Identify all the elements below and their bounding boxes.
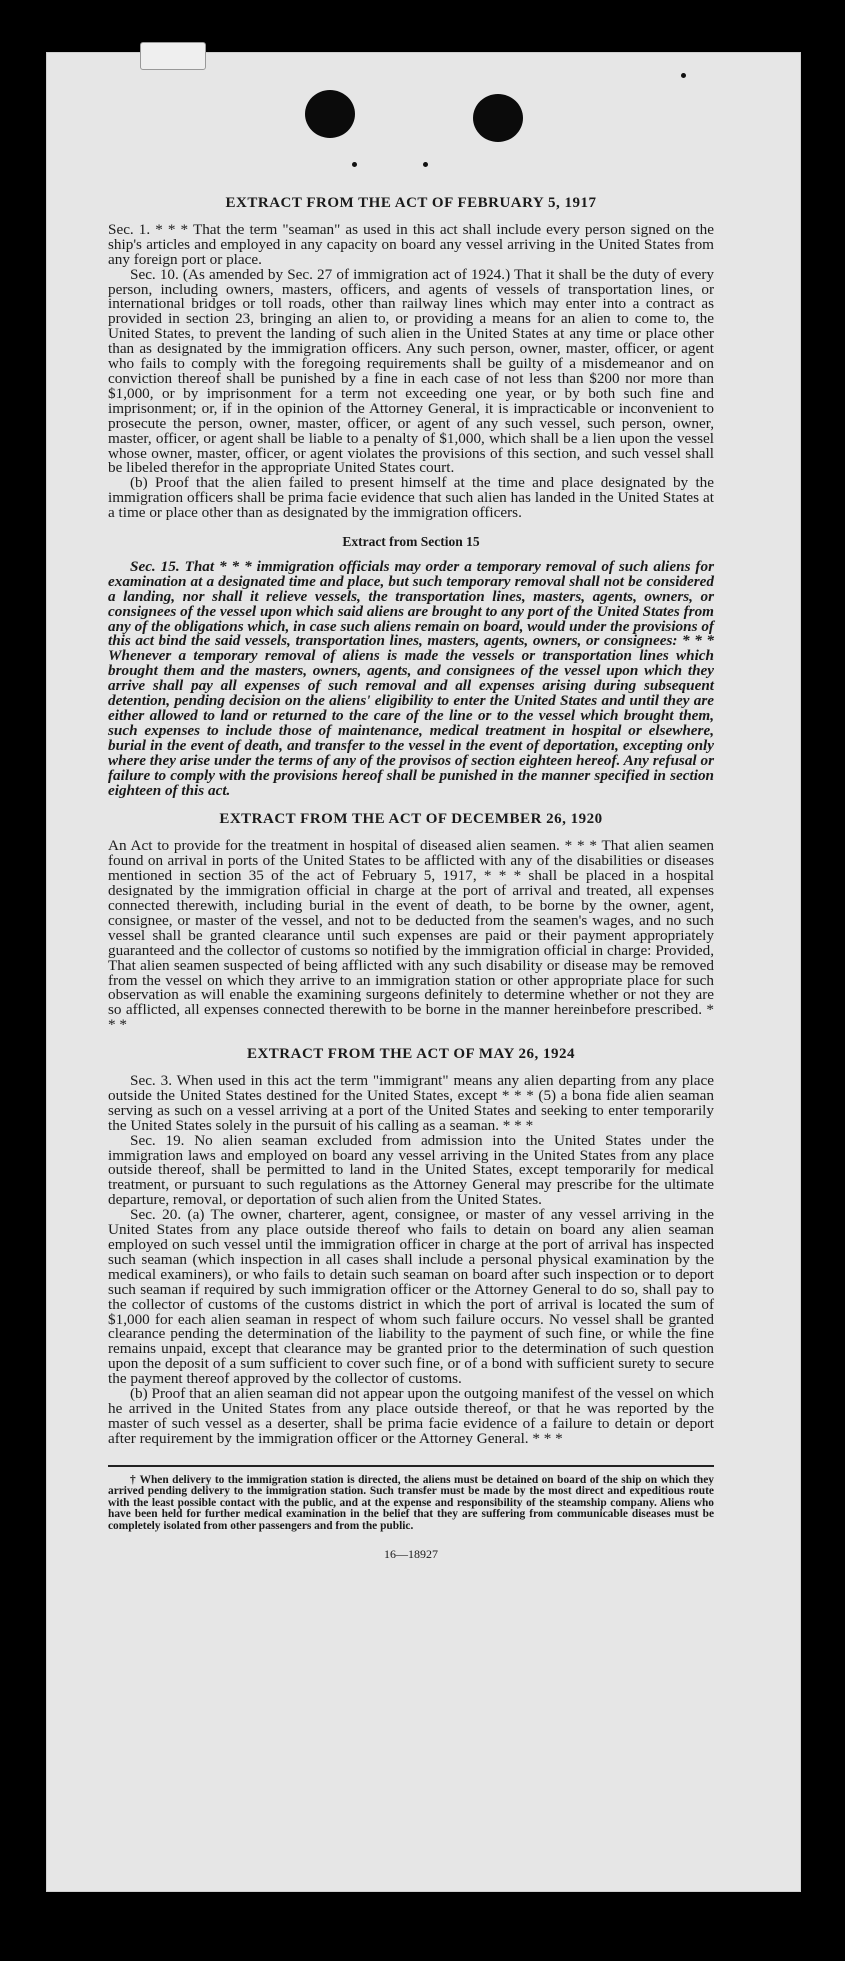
paragraph: Sec. 1. * * * That the term "seaman" as used in this act shall include every person signed on the ship's articles and employed in any capacity on board any vessel arriving in the United States from any foreign port or place. bbox=[108, 220, 714, 268]
section-heading: EXTRACT FROM THE ACT OF DECEMBER 26, 1920 bbox=[219, 811, 603, 828]
section-subheading: Extract from Section 15 bbox=[342, 534, 480, 550]
extract-1924 bbox=[108, 1047, 714, 1447]
footnote: † When delivery to the immigration station is directed, the aliens must be detained on board of the ship on which they arrived pending delivery to the immigration station. Such transfer must be made by the most direct and expeditious route with the least possible contact with the public, and at the expense and responsibility of the steamship company. Aliens who have been held for further medical examination in the belief that they are suffering from communicable diseases must be completely isolated from other passengers and from the public. bbox=[108, 1473, 714, 1533]
extract-section-15 bbox=[108, 535, 714, 798]
section-heading: EXTRACT FROM THE ACT OF MAY 26, 1924 bbox=[246, 1046, 576, 1063]
paragraph: Sec. 10. (As amended by Sec. 27 of immigration act of 1924.) That it shall be the duty of every person, including owners, masters, officers, and agents of vessels of transportation lines, or international bridges or toll roads, other than railway lines which may enter into a contract as provided in section 23, bringing an alien to, or providing a means for an alien to come to, the United States, to prevent the landing of such alien in the United States at any time or place other than as designated by the immigration officers. Any such person, owner, master, officer, or agent who fails to comply with the foregoing requirements shall be guilty of a misdemeanor and on conviction thereof shall be punished by a fine in each case of not less than $200 nor more than $1,000, or by imprisonment for a term not exceeding one year, or by both such fine and imprisonment; or, if in the opinion of the Attorney General, it is impracticable or inconvenient to prosecute the person, owner, master, officer, or agent of any such vessel, such person, owner, master, officer, or agent shall be liable to a penalty of $1,000, which shall be a lien upon the vessel whose owner, master, officer, or agent violates the provisions of this section, and such vessel shall be libeled therefor in the appropriate United States court. bbox=[108, 265, 714, 477]
paragraph: Sec. 20. (a) The owner, charterer, agent, consignee, or master of any vessel arriving in the United States from any place outside thereof who fails to detain on board any alien seaman employed on such vessel until the immigration officer in charge at the port of arrival has inspected such seaman (which inspection in all cases shall include a personal physical examination by the medical examiners), or who fails to detain such seaman on board after such inspection or to deport such seaman if required by such immigration officer or the Attorney General to do so, shall pay to the collector of customs of the customs district in which the port of arrival is located the sum of $1,000 for each alien seaman in respect of whom such failure occurs. No vessel shall be granted clearance pending the determination of the liability to the payment of such fine, or while the fine remains unpaid, except that clearance may be granted prior to the determination of such question upon the deposit of a sum sufficient to cover such fine, or of a bond with sufficient surety to secure the payment thereof approved by the collector of customs. bbox=[108, 1206, 714, 1388]
page-mark bbox=[681, 73, 686, 78]
paragraph: Sec. 15. That * * * immigration officials may order a temporary removal of such aliens for examination at a designated time and place, but such temporary removal shall not be considered a landing, nor shall it relieve vessels, the transportation lines, masters, agents, owners, or consignees of the vessel upon which said aliens are brought to any port of the United States from any of the obligations which, in case such aliens remain on board, would under the provisions of this act bind the said vessels, transportation lines, masters, agents, owners, or consignees: * * * Whenever a temporary removal of aliens is made the vessels or transportation lines which brought them and the masters, owners, agents, and consignees of the vessel upon which they arrive shall pay all expenses of such removal and all expenses arising during subsequent detention, pending decision on the aliens' eligibility to enter the United States and until they are either allowed to land or returned to the care of the line or to the vessel which brought them, such expenses to include those of maintenance, medical treatment in hospital or elsewhere, burial in the event of death, and transfer to the vessel in the event of deportation, excepting only where they arise under the terms of any of the provisos of section eighteen hereof. Any refusal or failure to comply with the provisions hereof shall be punished in the manner specified in section eighteen of this act. bbox=[108, 557, 714, 799]
extract-1917 bbox=[108, 196, 714, 521]
punch-hole-left bbox=[305, 90, 355, 138]
document-body bbox=[108, 196, 714, 1562]
paragraph: Sec. 19. No alien seaman excluded from admission into the United States under the immigration laws and employed on board any vessel arriving in the United States from any place outside thereof, shall be permitted to land in the United States, except temporarily for medical treatment, or pursuant to such regulations as the Attorney General may prescribe for the ultimate departure, removal, or deportation of such alien from the United States. bbox=[108, 1131, 714, 1209]
page-mark bbox=[352, 162, 357, 167]
paper-tab bbox=[140, 42, 206, 70]
paragraph: An Act to provide for the treatment in hospital of diseased alien seamen. * * * That alien seamen found on arrival in ports of the United States to be afflicted with any of the disabilities or diseases mentioned in section 35 of the act of February 5, 1917, * * * shall be placed in a hospital designated by the immigration official in charge at the port of arrival and treated, all expenses connected therewith, including burial in the event of death, to be borne by the owner, agent, consignee, or master of the vessel, and not to be deducted from the seamen's wages, and no such vessel shall be granted clearance until such expenses are paid or their payment appropriately guaranteed and the collector of customs so notified by the immigration official in charge: Provided, That alien seamen suspected of being afflicted with any such disability or disease may be removed from the vessel on which they arrive to an immigration station or other appropriate place for such observation as will enable the examining surgeons definitely to determine whether or not they are so afflicted, all expenses connected therewith to be borne in the manner hereinbefore prescribed. * * * bbox=[108, 837, 714, 1034]
footnote-divider bbox=[108, 1465, 714, 1467]
section-heading: EXTRACT FROM THE ACT OF FEBRUARY 5, 1917 bbox=[225, 195, 597, 211]
paragraph: (b) Proof that an alien seaman did not appear upon the outgoing manifest of the vessel on which he arrived in the United States from any place outside thereof, or that he was reported by the master of such vessel as a deserter, shall be prima facie evidence of a failure to detain or deport after requirement by the immigration officer or the Attorney General. * * * bbox=[108, 1385, 714, 1447]
paragraph: (b) Proof that the alien failed to present himself at the time and place designated by the immigration officers shall be prima facie evidence that such alien has landed in the United States at a time or place other than as designated by the immigration officers. bbox=[108, 474, 714, 522]
extract-1920 bbox=[108, 812, 714, 1033]
paragraph: Sec. 3. When used in this act the term "immigrant" means any alien departing from any place outside the United States destined for the United States, except * * * (5) a bona fide alien seaman serving as such on a vessel arriving at a port of the United States and seeking to enter temporarily the United States solely in the pursuit of his calling as a seaman. * * * bbox=[108, 1072, 714, 1134]
page-mark bbox=[423, 162, 428, 167]
punch-hole-right bbox=[473, 94, 523, 142]
form-number: 16—18927 bbox=[384, 1546, 438, 1561]
